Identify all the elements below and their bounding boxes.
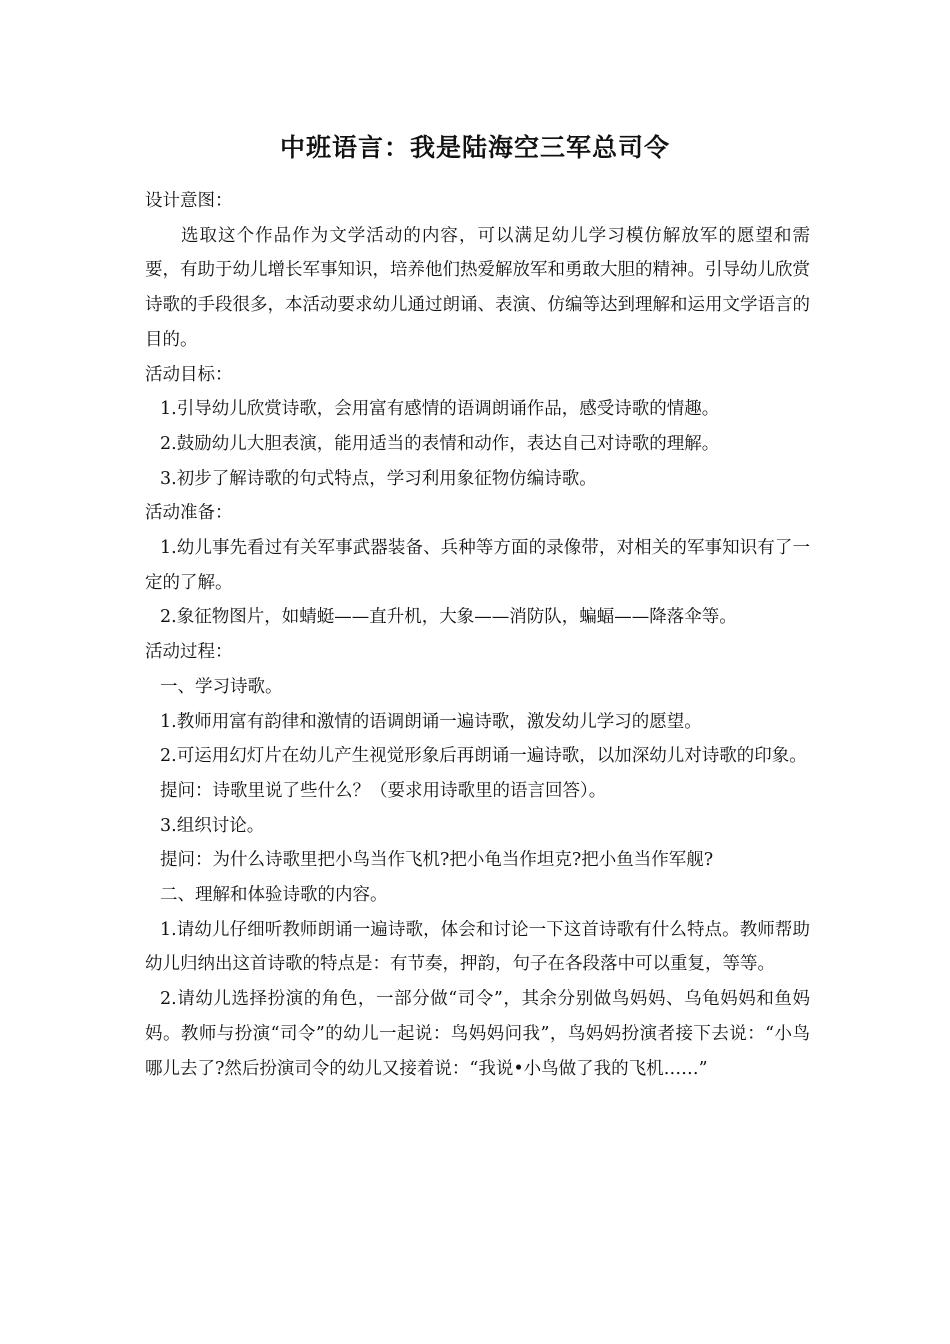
goal-item-1: 1.引导幼儿欣赏诗歌，会用富有感情的语调朗诵作品，感受诗歌的情趣。 — [160, 399, 720, 420]
process-step-heading-1: 一、学习诗歌。 — [160, 676, 283, 697]
process-item-1: 1.教师用富有韵律和激情的语调朗诵一遍诗歌，激发幼儿学习的愿望。 — [160, 711, 702, 732]
goal-item-2: 2.鼓励幼儿大胆表演，能用适当的表情和动作，表达自己对诗歌的理解。 — [160, 433, 720, 454]
goal-item-3: 3.初步了解诗歌的句式特点，学习利用象征物仿编诗歌。 — [160, 468, 597, 489]
process-question-1: 提问：诗歌里说了些什么？（要求用诗歌里的语言回答）。 — [160, 780, 607, 801]
section-heading-process: 活动过程： — [145, 642, 233, 663]
section-heading-preparation: 活动准备： — [145, 503, 233, 524]
process-step-heading-2: 二、理解和体验诗歌的内容。 — [160, 885, 388, 906]
process-item-2: 2.可运用幻灯片在幼儿产生视觉形象后再朗诵一遍诗歌，以加深幼儿对诗歌的印象。 — [160, 746, 807, 767]
preparation-item-2: 2.象征物图片，如蜻蜓——直升机，大象——消防队，蝙蝠——降落伞等。 — [160, 607, 737, 628]
preparation-item-1: 1.幼儿事先看过有关军事武器装备、兵种等方面的录像带，对相关的军事知识有了一定的了解。 — [145, 538, 810, 593]
document-body — [145, 184, 810, 1086]
process-item-4: 1.请幼儿仔细听教师朗诵一遍诗歌，体会和讨论一下这首诗歌有什么特点。教师帮助幼儿归纳出这首诗歌的特点是：有节奏，押韵，句子在各段落中可以重复，等等。 — [145, 919, 810, 975]
design-intent-paragraph: 选取这个作品作为文学活动的内容，可以满足幼儿学习模仿解放军的愿望和需要，有助于幼儿增长军事知识，培养他们热爱解放军和勇敢大胆的精神。引导幼儿欣赏诗歌的手段很多，本活动要求幼儿通过朗诵、表演、仿编等达到理解和运用文学语言的目的。 — [145, 225, 810, 350]
section-heading-goals: 活动目标： — [145, 364, 233, 385]
document-title: 中班语言：我是陆海空三军总司令 — [279, 133, 670, 162]
process-item-5: 2.请幼儿选择扮演的角色，一部分做“司令”，其余分别做鸟妈妈、乌龟妈妈和鱼妈妈。教师与扮演“司令”的幼儿一起说：鸟妈妈问我”，鸟妈妈扮演者接下去说：“小鸟哪儿去了?然后扮演司令的幼儿又接着说：“我说•小鸟做了我的飞机……” — [145, 989, 810, 1079]
process-item-3: 3.组织讨论。 — [160, 815, 265, 836]
process-question-2: 提问：为什么诗歌里把小鸟当作飞机?把小龟当作坦克?把小鱼当作军舰? — [160, 850, 714, 871]
section-heading-design-intent: 设计意图： — [145, 191, 233, 211]
